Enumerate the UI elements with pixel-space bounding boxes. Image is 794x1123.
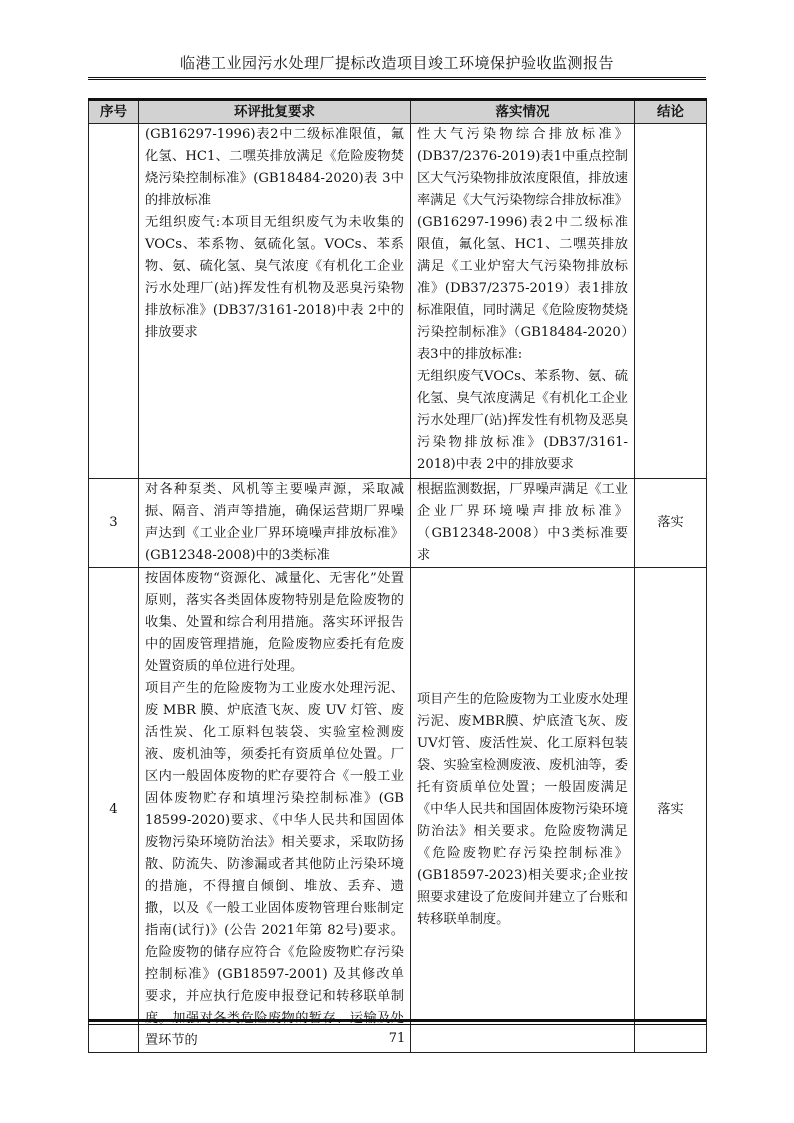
requirement-cell <box>139 124 411 479</box>
requirement-paragraph: 无组织废气:本项目无组织废气为未收集的VOCs、苯系物、氨硫化氢。VOCs、苯系物、氨、硫化氢、臭气浓度《有机化工企业污水处理厂(站)挥发性有机物及恶臭污染物排放标准》(DB37/3161-2018)中表 2中的排放要求 <box>145 215 404 340</box>
requirement-cell <box>139 479 411 568</box>
implementation-paragraph: 项目产生的危险废物为工业废水处理污泥、废MBR膜、炉底渣飞灰、废UV灯管、废活性炭、化工原料包装袋、实验室检测废液、废机油等，委托有资质单位处置；一般固废满足《中华人民共和国固体废物污染环境防治法》相关要求。危险废物满足《危险废物贮存污染控制标准》(GB18597-2023)相关要求;企业按照要求建设了危废间并建立了台账和转移联单制度。 <box>417 692 628 927</box>
table-row <box>89 124 707 479</box>
header-rule <box>88 77 706 78</box>
implementation-cell <box>411 124 635 479</box>
row-number <box>89 124 139 479</box>
header-rule-second <box>88 79 706 80</box>
footer-rule-second <box>88 1024 706 1025</box>
row-number: 4 <box>89 568 139 1053</box>
requirements-table <box>88 98 707 1053</box>
conclusion-cell: 落实 <box>635 568 707 1053</box>
report-header: 临港工业园污水处理厂提标改造项目竣工环境保护验收监测报告 <box>179 54 614 72</box>
page-number: 71 <box>388 1031 406 1046</box>
footer-rule <box>88 1019 706 1022</box>
column-header-number: 序号 <box>89 100 139 124</box>
column-header-requirement: 环评批复要求 <box>139 100 411 124</box>
implementation-paragraph: 根据监测数据，厂界噪声满足《工业企业厂界环境噪声排放标准》（GB12348-2008）中3类标准要求 <box>417 482 628 563</box>
table-row <box>89 568 707 1053</box>
implementation-paragraph: 无组织废气VOCs、苯系物、氨、硫化氢、臭气浓度满足《有机化工企业污水处理厂(站)挥发性有机物及恶臭污染物排放标准》(DB37/3161-2018)中表 2中的排放要求 <box>417 369 628 472</box>
requirement-cell <box>139 568 411 1053</box>
column-header-implementation: 落实情况 <box>411 100 635 124</box>
table-header-row <box>89 100 707 124</box>
table-row <box>89 479 707 568</box>
column-header-conclusion: 结论 <box>635 100 707 124</box>
requirement-paragraph: 按固体废物“资源化、减量化、无害化”处置原则，落实各类固体废物特别是危险废物的收集、处置和综合利用措施。落实环评报告中的固废管理措施，危险废物应委托有危废处置资质的单位进行处理。 <box>145 571 404 674</box>
implementation-cell <box>411 568 635 1053</box>
requirement-paragraph: 项目产生的危险废物为工业废水处理污泥、废 MBR 膜、炉底渣飞灰、废 UV 灯管、废活性炭、化工原料包装袋、实验室检测废液、废机油等，须委托有资质单位处置。厂区内一般固体废物的贮存要符合《一般工业固体废物贮存和填埋污染控制标准》(GB 18599-2020)要求、《中华人民共和国固体废物污染环境防治法》相关要求，采取防扬散、防流失、防渗漏或者其他防止污染环境的措施，不得擅自倾倒、堆放、丢弃、遗撒，以及《一般工业固体废物管理台账制定指南(试行)》(公告 2021年第 82号)要求。危险废物的储存应符合《危险废物贮存污染控制标准》(GB18597-2001) 及其修改单要求，并应执行危废申报登记和转移联单制度。加强对各类危险废物的暂存、运输及处置环节的 <box>145 681 404 1048</box>
conclusion-cell: 落实 <box>635 479 707 568</box>
conclusion-cell <box>635 124 707 479</box>
requirement-paragraph: (GB16297-1996)表2中二级标准限值，氟化氢、HC1、二嘿英排放满足《危险废物焚烧污染控制标准》(GB18484-2020)表 3中的排放标准 <box>145 127 404 208</box>
row-number: 3 <box>89 479 139 568</box>
implementation-cell <box>411 479 635 568</box>
requirement-paragraph: 对各种泵类、风机等主要噪声源，采取减振、隔音、消声等措施，确保运营期厂界噪声达到《工业企业厂界环境噪声排放标准》(GB12348-2008)中的3类标准 <box>145 482 404 563</box>
implementation-paragraph: 性大气污染物综合排放标准》(DB37/2376-2019)表1中重点控制区大气污染物排放浓度限值，排放速率满足《大气污染物综合排放标准》(GB16297-1996)表2中二级标准限值，氟化氢、HC1、二嘿英排放满足《工业炉窑大气污染物排放标准》(DB37/2375-2019）表1排放标准限值，同时满足《危险废物焚烧污染控制标准》（GB18484-2020）表3中的排放标准: <box>417 127 628 362</box>
